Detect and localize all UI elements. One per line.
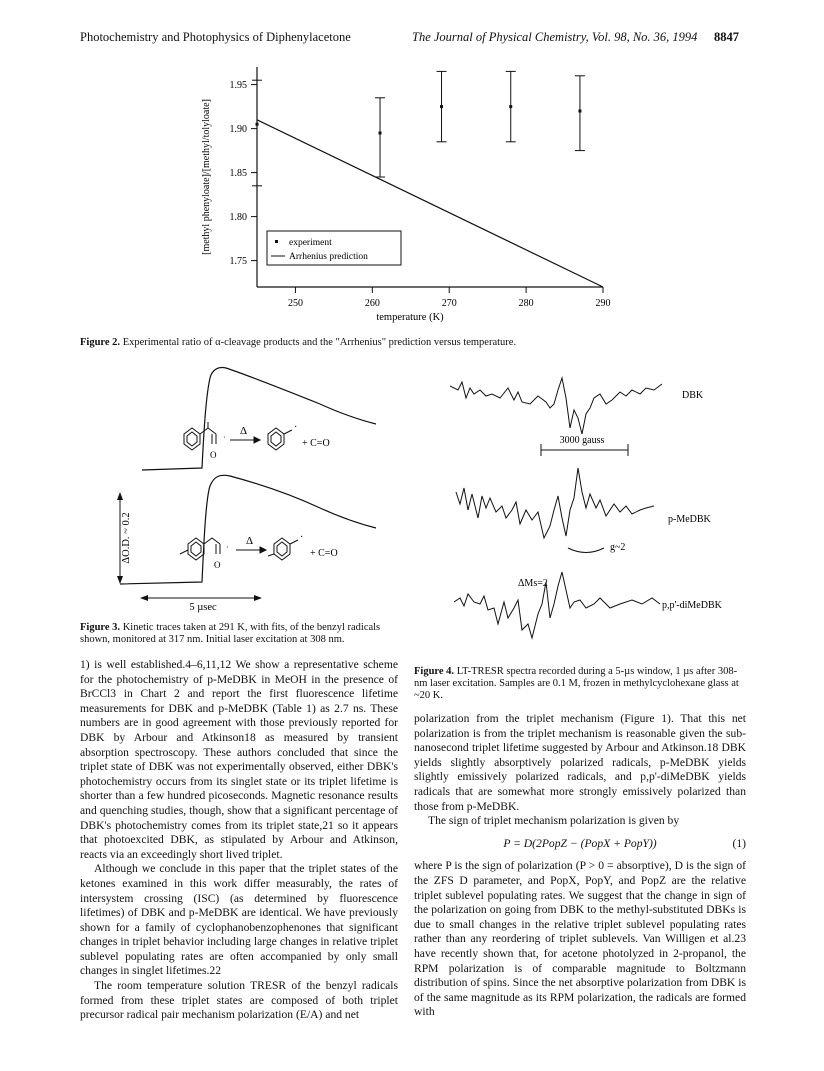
left-paragraph-1: 1) is well established.4–6,11,12 We show a representative scheme for the photochemistry of p-MeDBK in MeOH in the presence of BrCCl3 in Chart 2 and report the first fluorescence lifetime measurements for DBK and p-MeDBK (Table 1) as 2.7 ns. These numbers are in good agreement with those previously reported for DBK by Arbour and Atkinson18 as measured by transient absorption spectroscopy. These authors concluded that since the triplet state of DBK was not experimentally observed, either DBK's photochemistry occurs from its singlet state or its triplet lifetime is shorter than a few hundred picoseconds. Magnetic resonance results and quenching studies, though, show that a significant percentage of DBK's photochemistry comes from its triplet state,21 so it appears that photoexcited DBK, as stipulated by Arbour and Atkinson, reacts via an exceedingly short lived triplet. <box>80 658 398 861</box>
legend-marker-experiment <box>275 240 278 243</box>
x-axis-title: temperature (K) <box>376 312 444 323</box>
kinetic-trace-1 <box>142 367 376 470</box>
scheme-1-arrow-label: Δ <box>240 425 248 437</box>
equation-1 <box>414 837 746 852</box>
scheme-2-arrow-label: Δ <box>246 535 254 547</box>
right-column <box>414 712 746 1020</box>
field-scale-label: 3000 gauss <box>559 435 605 446</box>
left-paragraph-2: Although we conclude in this paper that the triplet states of the ketones examined in this work differ measurably, the rates of intersystem crossing (ISC) (as determined by fluorescence lifetimes) of DBK and p-MeDBK are identical. We have previously shown for a family of cyclophanobenzophenones that significant changes in triplet behavior including large changes in relative triplet sublevel populating rates are often accompanied by only small changes in singlet lifetimes.22 <box>80 862 398 978</box>
running-head-title: Photochemistry and Photophysics of Diphenylacetone <box>80 30 351 44</box>
y-axis-title: [methyl phenyloate]/[methyl/tolyloate] <box>201 99 212 255</box>
y-tick-label: 1.95 <box>229 80 247 92</box>
reaction-scheme-1 <box>184 422 292 450</box>
figure-2-caption-text: Experimental ratio of α-cleavage products and the "Arrhenius" prediction versus temperature. <box>122 337 517 348</box>
figure-3-kinetic-traces <box>80 358 400 620</box>
y-tick-label: 1.80 <box>229 212 247 224</box>
equation-number: (1) <box>732 836 746 850</box>
data-point <box>256 123 259 126</box>
x-tick-label: 260 <box>364 298 380 309</box>
chart-axes <box>201 67 611 323</box>
x-tick-label: 270 <box>441 298 457 309</box>
figure-3-caption <box>80 622 398 646</box>
right-paragraph-1: polarization from the triplet mechanism (Figure 1). That this net polarization is from the triplet mechanism is reasonable given the sub-nanosecond triplet lifetime suggested by Arbour and Atkinson.18 DBK yields slightly absorptively polarized radicals, p-MeDBK yields slightly emissively polarized radicals, and p,p'-diMeDBK yields radicals that are somewhat more strongly emissively polarized than those from p-MeDBK. <box>414 712 746 813</box>
journal-citation: The Journal of Physical Chemistry, Vol. 98, No. 36, 1994 <box>412 30 698 44</box>
x-tick-label: 290 <box>595 298 611 309</box>
scheme-2-dot: · <box>226 543 229 552</box>
data-point <box>509 105 512 108</box>
right-paragraph-3: where P is the sign of polarization (P > 0 = absorptive), D is the sign of the ZFS D parameter, and PopX, PopY, and PopZ are the relative triplet sublevel populating rates. We suggest that the change in sign of the polarization on going from DBK to the methyl-substituted DBKs is due to small changes in the relative triplet sublevel populating rates rather than any reordering of triplet sublevels. Van Willigen et al.23 have recently shown that, for acetone photolyzed in 2-propanol, the RPM polarization is of comparable magnitude to Boltzmann distribution of spins. Since the net absorptive polarization from DBK is of the same magnitude as its RPM polarization, the radicals are formed with <box>414 859 746 1019</box>
data-point <box>379 132 382 135</box>
chart-legend <box>267 231 401 265</box>
kinetic-trace-2 <box>120 475 376 584</box>
scheme-2-products: + C=O <box>310 548 338 559</box>
x-tick-label: 280 <box>518 298 534 309</box>
label-dbk: DBK <box>682 390 704 401</box>
spectrum-dbk <box>450 378 662 434</box>
y-tick-label: 1.85 <box>229 168 247 180</box>
spectrum-ppdimedbk <box>454 572 660 638</box>
scheme-1-radical-dot: · <box>294 422 298 433</box>
label-delta-ms: ΔMs=2 <box>518 578 548 589</box>
scheme-1-oxygen: O <box>210 450 217 460</box>
equation-text: P = D(2PopZ − (PopX + PopY)) <box>503 836 657 850</box>
figure-2-caption <box>80 337 780 349</box>
data-point <box>578 110 581 113</box>
reaction-scheme-2 <box>180 538 298 560</box>
y-scale-label: ΔO.D. ~ 0.2 <box>121 512 132 564</box>
label-g: g~2 <box>610 542 626 553</box>
figure-2-caption-label: Figure 2. <box>80 337 121 348</box>
time-scale-label: 5 µsec <box>189 602 217 613</box>
y-tick-label: 1.90 <box>229 124 247 136</box>
scheme-1-dot: · <box>223 433 226 442</box>
figure-2-chart <box>195 55 635 337</box>
legend-label-experiment: experiment <box>289 238 332 248</box>
figure-3-caption-text: Kinetic traces taken at 291 K, with fits, of the benzyl radicals shown, monitored at 317 nm. Initial laser excitation at 308 nm. <box>80 622 381 645</box>
scheme-1-products: + C=O <box>302 438 330 449</box>
page-number: 8847 <box>714 30 739 44</box>
figure-4-tresr-spectra <box>450 368 740 650</box>
legend-label-arrhenius: Arrhenius prediction <box>289 252 368 262</box>
figure-4-caption-label: Figure 4. <box>414 666 455 677</box>
figure-3-caption-label: Figure 3. <box>80 622 121 633</box>
figure-4-caption <box>414 666 746 702</box>
right-paragraph-2: The sign of triplet mechanism polarization is given by <box>428 814 680 828</box>
x-tick-label: 250 <box>287 298 303 309</box>
left-column <box>80 658 398 1023</box>
scheme-2-radical-dot: · <box>300 532 304 543</box>
label-ppdimedbk: p,p'-diMeDBK <box>662 600 722 611</box>
y-tick-label: 1.75 <box>229 256 247 268</box>
scheme-2-oxygen: O <box>214 560 221 570</box>
left-paragraph-3: The room temperature solution TRESR of the benzyl radicals formed from these triplet states are composed of both triplet precursor radical pair mechanism polarization (E/A) and net <box>80 979 398 1022</box>
data-point <box>440 105 443 108</box>
label-pmedbk: p-MeDBK <box>668 514 711 525</box>
spectrum-pmedbk <box>456 468 654 538</box>
figure-4-caption-text: LT-TRESR spectra recorded during a 5-µs window, 1 µs after 308-nm laser excitation. Samples are 0.1 M, frozen in methylcyclohexane glass at ~20 K. <box>414 666 739 701</box>
